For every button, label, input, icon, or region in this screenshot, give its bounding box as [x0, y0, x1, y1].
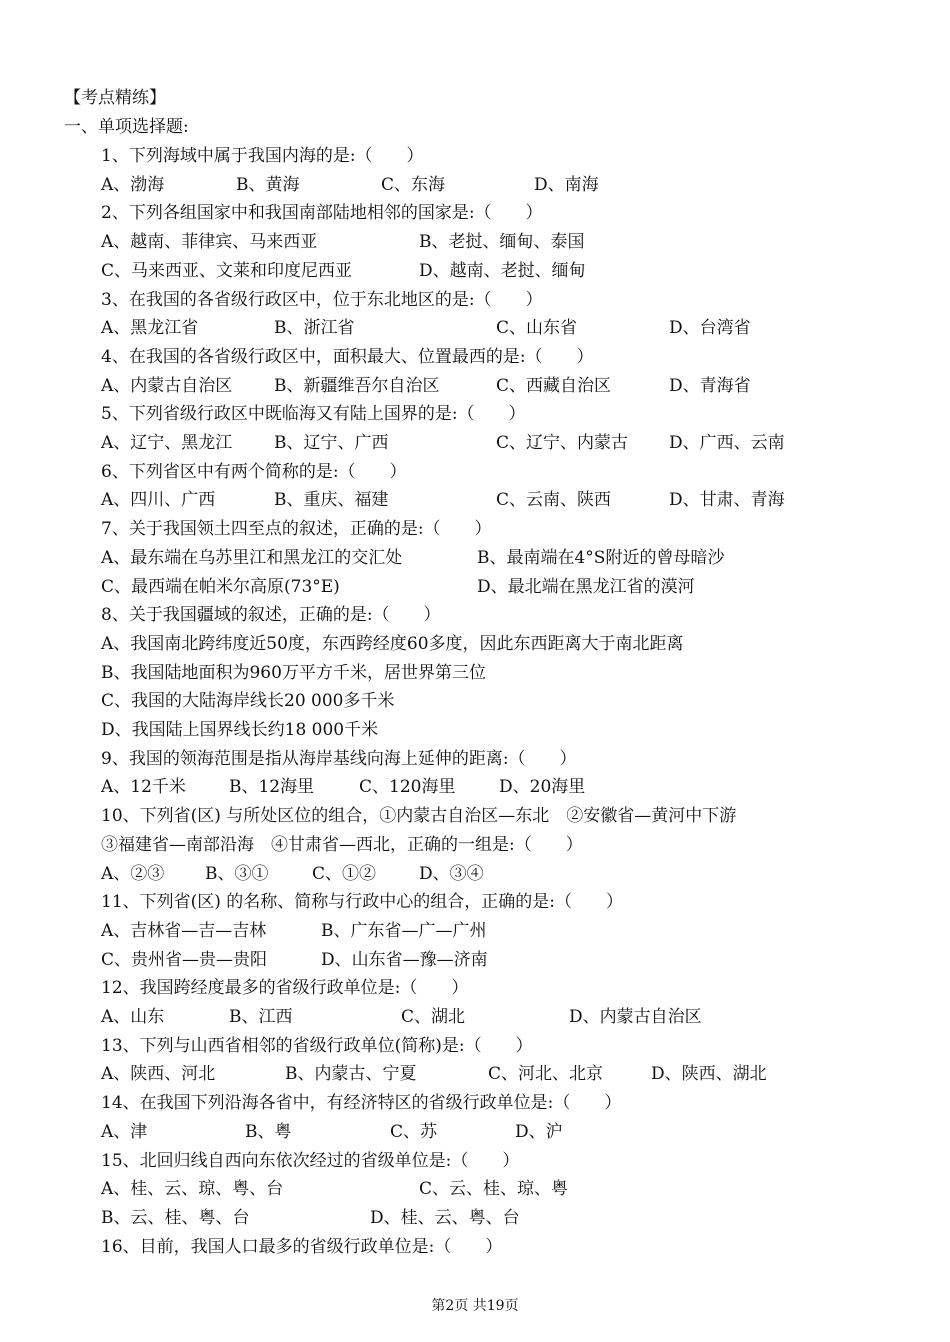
- option-choice: B、12海里: [229, 777, 315, 798]
- option-choice: B、新疆维吾尔自治区: [274, 375, 440, 396]
- option-choice: B、重庆、福建: [274, 490, 389, 511]
- question-stem: 2、下列各组国家中和我国南部陆地相邻的国家是:（ ）: [101, 203, 543, 224]
- option-choice: C、山东省: [496, 318, 578, 339]
- option-choice: D、南海: [534, 174, 599, 195]
- option-choice: C、①②: [312, 863, 377, 884]
- option-choice: D、广西、云南: [669, 433, 785, 453]
- option-line: B、我国陆地面积为960万平方千米，居世界第三位: [101, 662, 486, 683]
- option-choice: C、湖北: [401, 1007, 466, 1027]
- option-choice: C、苏: [390, 1121, 438, 1142]
- option-choice: D、最北端在黑龙江省的漠河: [477, 576, 695, 597]
- option-choice: B、江西: [229, 1007, 293, 1027]
- option-choice: A、辽宁、黑龙江: [101, 433, 233, 453]
- option-choice: A、桂、云、琼、粤、台: [101, 1179, 284, 1200]
- option-choice: B、云、桂、粤、台: [101, 1207, 250, 1228]
- part-title: 一、单项选择题:: [64, 117, 189, 137]
- question-stem: 1、下列海域中属于我国内海的是:（ ）: [101, 146, 424, 166]
- question-stem: 5、下列省级行政区中既临海又有陆上国界的是:（ ）: [101, 404, 526, 425]
- option-choice: A、最东端在乌苏里江和黑龙江的交汇处: [101, 547, 403, 568]
- option-choice: D、桂、云、粤、台: [370, 1207, 520, 1228]
- section-title: 【考点精练】: [64, 88, 166, 108]
- option-choice: B、辽宁、广西: [274, 433, 389, 453]
- question-stem: 13、下列与山西省相邻的省级行政单位(简称)是:（ ）: [101, 1035, 533, 1056]
- question-stem: 6、下列省区中有两个简称的是:（ ）: [101, 461, 407, 482]
- option-choice: B、③①: [205, 863, 269, 884]
- option-choice: A、吉林省—吉—吉林: [101, 920, 267, 941]
- option-choice: A、陕西、河北: [101, 1064, 216, 1085]
- option-choice: A、津: [101, 1121, 148, 1142]
- question-stem: 15、北回归线自西向东依次经过的省级单位是:（ ）: [101, 1150, 520, 1171]
- question-stem: 11、下列省(区) 的名称、简称与行政中心的组合，正确的是:（ ）: [101, 892, 624, 913]
- option-choice: A、②③: [101, 863, 165, 884]
- option-choice: B、老挝、缅甸、泰国: [419, 232, 585, 253]
- option-choice: D、20海里: [499, 777, 586, 798]
- option-choice: C、马来西亚、文莱和印度尼西亚: [101, 260, 353, 281]
- option-choice: A、12千米: [101, 777, 186, 798]
- option-choice: D、越南、老挝、缅甸: [419, 260, 586, 281]
- option-choice: D、内蒙古自治区: [569, 1007, 702, 1027]
- question-stem: 8、关于我国疆域的叙述，正确的是:（ ）: [101, 605, 441, 626]
- option-choice: B、浙江省: [274, 318, 355, 339]
- option-choice: C、最西端在帕米尔高原(73°E): [101, 576, 340, 597]
- question-stem: 3、在我国的各省级行政区中，位于东北地区的是:（ ）: [101, 289, 543, 310]
- option-choice: B、内蒙古、宁夏: [285, 1064, 417, 1085]
- page-footer: 第2页 共19页: [431, 1298, 519, 1314]
- question-stem: 14、在我国下列沿海各省中，有经济特区的省级行政单位是:（ ）: [101, 1093, 622, 1114]
- question-stem: 9、我国的领海范围是指从海岸基线向海上延伸的距离:（ ）: [101, 748, 577, 769]
- option-choice: A、渤海: [101, 174, 165, 195]
- question-stem: 12、我国跨经度最多的省级行政单位是:（ ）: [101, 978, 469, 999]
- option-choice: C、东海: [381, 174, 446, 195]
- option-choice: B、最南端在4°S附近的曾母暗沙: [477, 547, 725, 568]
- option-choice: A、内蒙古自治区: [101, 375, 233, 396]
- option-choice: B、黄海: [236, 174, 300, 195]
- option-choice: C、河北、北京: [488, 1064, 604, 1085]
- option-choice: B、广东省—广—广州: [321, 920, 487, 941]
- option-choice: C、辽宁、内蒙古: [496, 433, 629, 453]
- option-line: D、我国陆上国界线长约18 000千米: [101, 720, 379, 740]
- question-stem: 4、在我国的各省级行政区中，面积最大、位置最西的是:（ ）: [101, 346, 594, 367]
- option-choice: D、山东省—豫—济南: [321, 949, 488, 970]
- option-choice: A、山东: [101, 1007, 165, 1027]
- option-choice: C、贵州省—贵—贵阳: [101, 949, 268, 970]
- option-line: A、我国南北跨纬度近50度，东西跨经度60多度，因此东西距离大于南北距离: [101, 633, 684, 654]
- option-choice: D、青海省: [669, 375, 751, 396]
- option-choice: C、120海里: [359, 777, 456, 798]
- option-choice: D、③④: [419, 863, 484, 884]
- option-choice: C、西藏自治区: [496, 375, 612, 396]
- option-choice: D、陕西、湖北: [651, 1064, 767, 1085]
- option-choice: C、云、桂、琼、粤: [419, 1179, 569, 1200]
- option-choice: C、云南、陕西: [496, 490, 612, 511]
- option-line: C、我国的大陆海岸线长20 000多千米: [101, 691, 395, 712]
- option-choice: D、甘肃、青海: [669, 490, 785, 511]
- option-choice: A、越南、菲律宾、马来西亚: [101, 232, 318, 253]
- option-choice: D、台湾省: [669, 318, 751, 339]
- option-choice: D、沪: [515, 1121, 563, 1142]
- option-choice: A、四川、广西: [101, 490, 216, 511]
- question-stem: 16、目前，我国人口最多的省级行政单位是:（ ）: [101, 1236, 503, 1257]
- option-choice: A、黑龙江省: [101, 318, 199, 339]
- option-line: ③福建省—南部沿海 ④甘肃省—西北，正确的一组是:（ ）: [101, 834, 583, 855]
- option-choice: B、粤: [245, 1121, 292, 1142]
- question-stem: 10、下列省(区) 与所处区位的组合，①内蒙古自治区—东北 ②安徽省—黄河中下游: [101, 806, 737, 827]
- question-stem: 7、关于我国领土四至点的叙述，正确的是:（ ）: [101, 519, 492, 540]
